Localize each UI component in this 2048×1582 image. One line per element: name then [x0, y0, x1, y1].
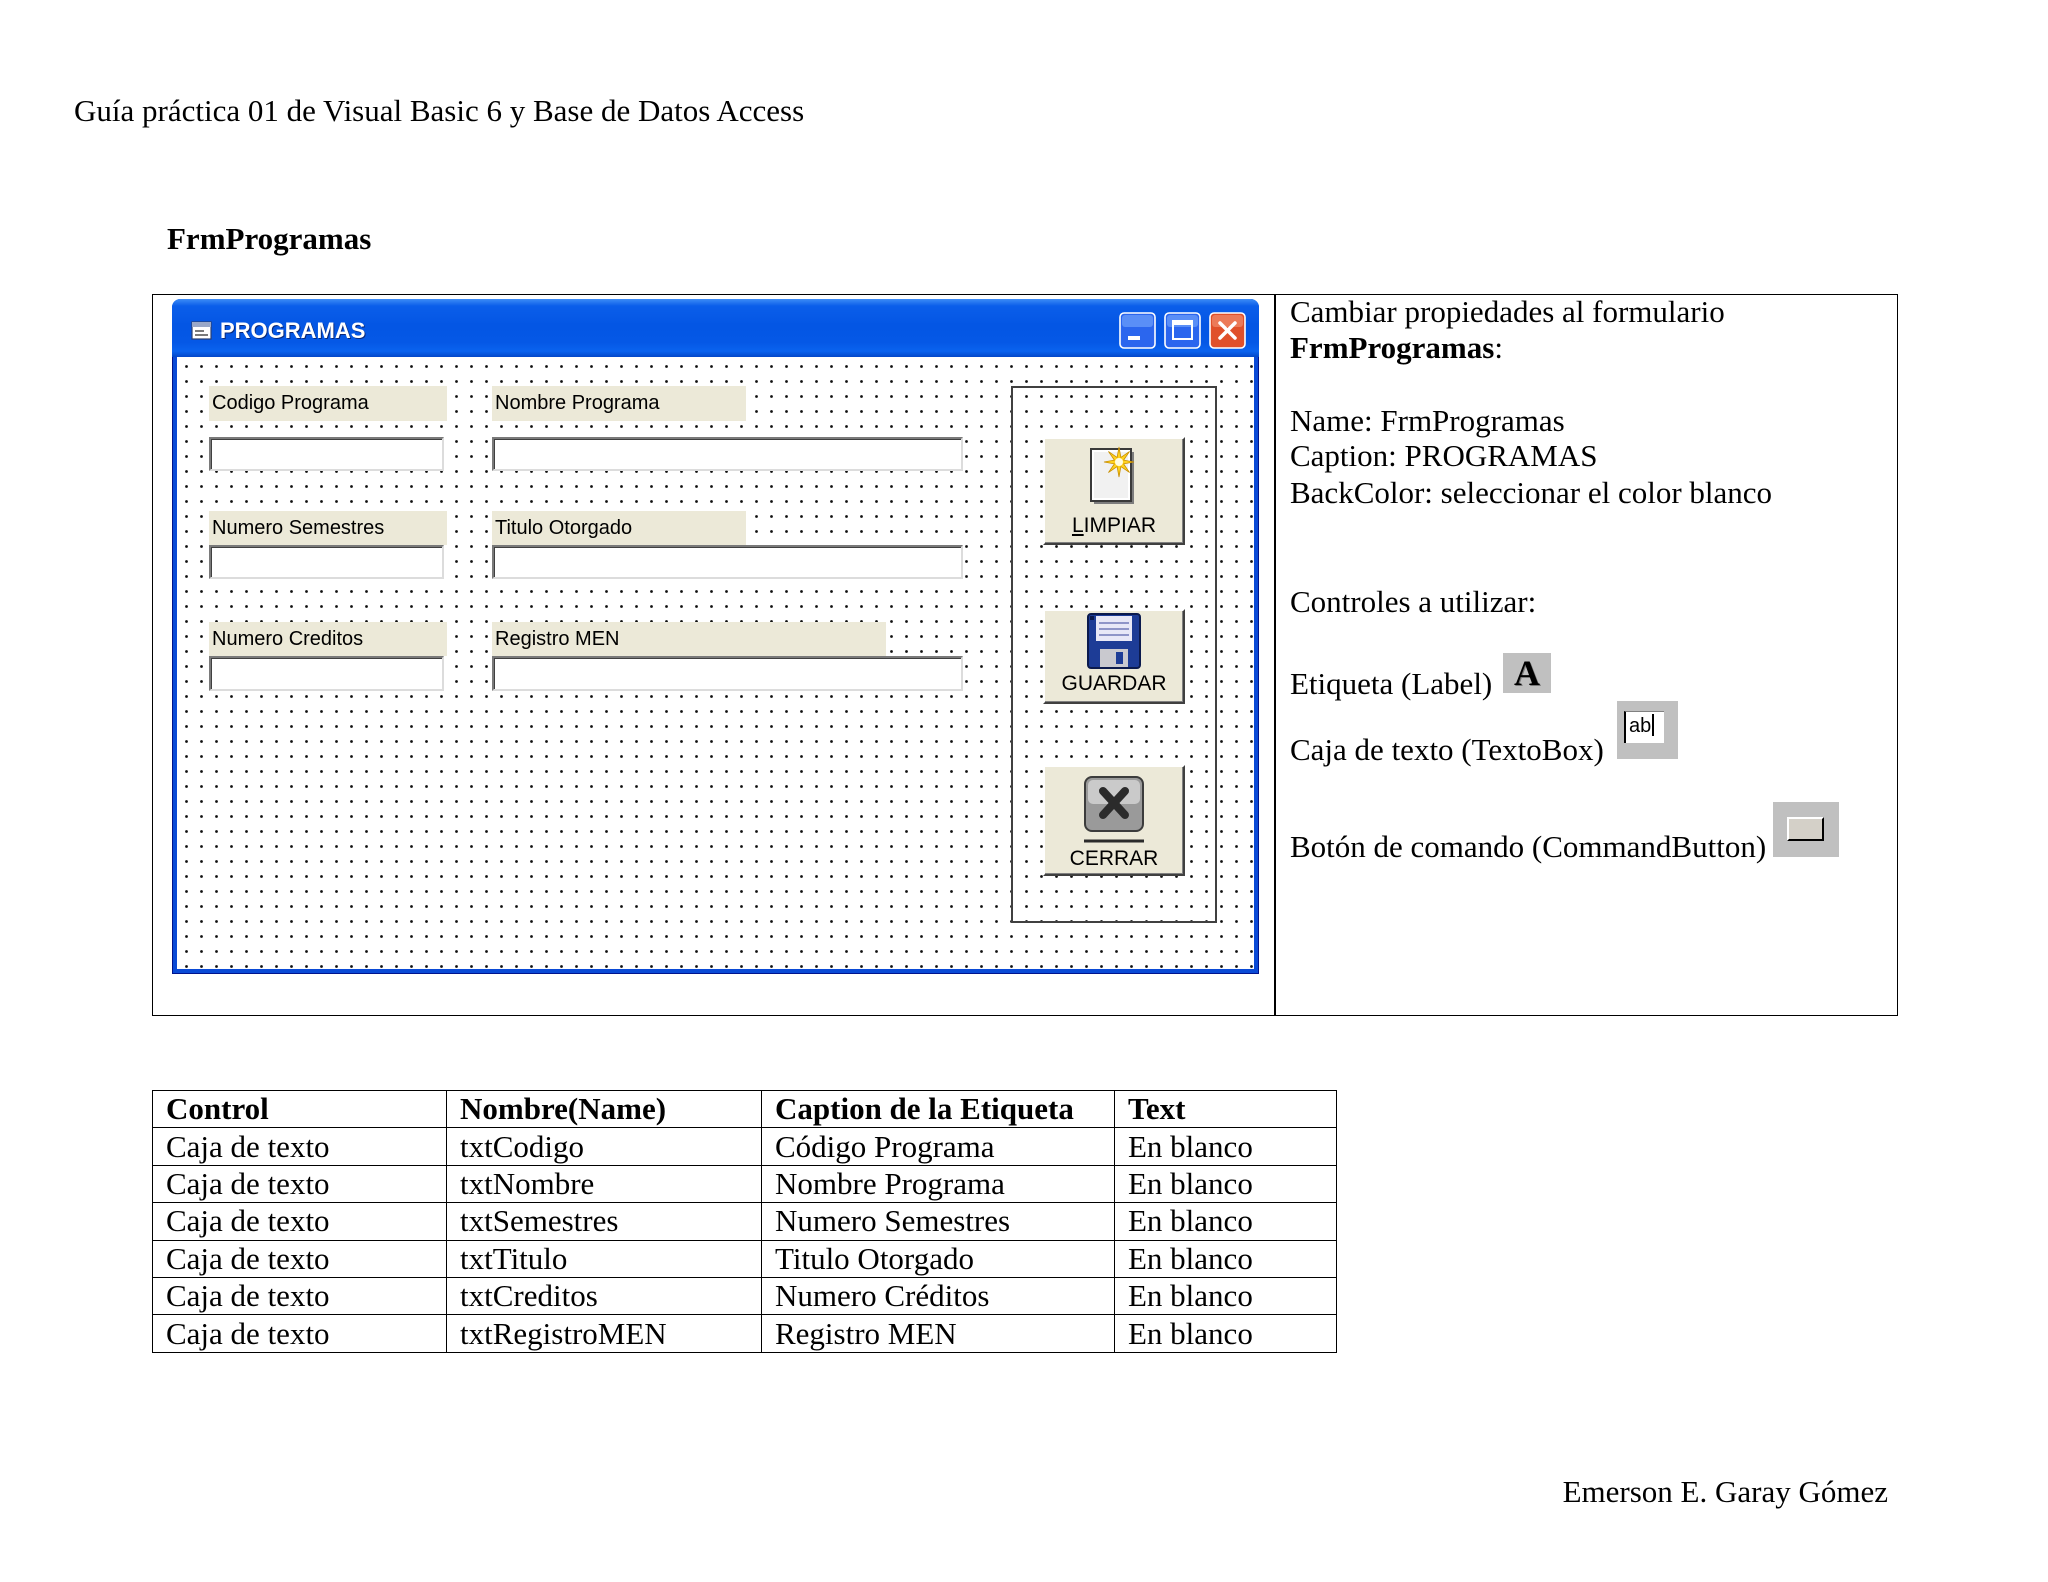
table-row [153, 1128, 1337, 1165]
table-cell-caption: Numero Créditos [762, 1277, 1115, 1314]
table-row [153, 1203, 1337, 1240]
table-cell-name: txtNombre [447, 1165, 762, 1202]
title-bar [172, 299, 1259, 357]
text-cursor-icon [1652, 714, 1654, 736]
guardar-button-label: GUARDAR [1061, 672, 1167, 695]
table-cell-name: txtTitulo [447, 1240, 762, 1277]
buttons-frame [1011, 386, 1217, 923]
table-cell-control: Caja de texto [153, 1128, 447, 1165]
window-title: PROGRAMAS [220, 318, 366, 343]
table-cell-name: txtCreditos [447, 1277, 762, 1314]
table-cell-control: Caja de texto [153, 1165, 447, 1202]
table-cell-text: En blanco [1115, 1240, 1337, 1277]
txt-creditos-input[interactable] [209, 656, 444, 691]
textbox-tool-glyph: ab [1629, 715, 1652, 737]
instructions-form-name: FrmProgramas [1290, 330, 1495, 365]
instructions-form-name-line [1290, 330, 1503, 366]
txt-codigo-input[interactable] [209, 437, 444, 471]
textbox-tool-icon [1617, 701, 1678, 759]
label-tool-glyph: A [1514, 653, 1540, 693]
label-registro-men: Registro MEN [492, 622, 886, 656]
maximize-button[interactable] [1164, 312, 1201, 349]
cerrar-button-label: CERRAR [1069, 847, 1159, 870]
txt-semestres-input[interactable] [209, 545, 444, 579]
minimize-icon [1119, 312, 1156, 349]
table-cell-control: Caja de texto [153, 1315, 447, 1352]
table-cell-control: Caja de texto [153, 1277, 447, 1314]
controls-table [152, 1090, 1337, 1353]
close-icon [1209, 312, 1246, 349]
maximize-icon [1164, 312, 1201, 349]
txt-titulo-input[interactable] [492, 545, 963, 579]
control-commandbutton-text: Botón de comando (CommandButton) [1290, 829, 1767, 864]
property-name: Name: FrmProgramas [1290, 403, 1565, 438]
property-backcolor: BackColor: seleccionar el color blanco [1290, 475, 1773, 510]
textbox-tool-inner [1624, 711, 1664, 743]
table-cell-caption: Código Programa [762, 1128, 1115, 1165]
label-codigo-programa: Codigo Programa [209, 386, 447, 421]
table-cell-caption: Titulo Otorgado [762, 1240, 1115, 1277]
instructions-intro: Cambiar propiedades al formulario [1290, 294, 1725, 329]
table-cell-name: txtCodigo [447, 1128, 762, 1165]
label-numero-semestres: Numero Semestres [209, 511, 447, 545]
document-header: Guía práctica 01 de Visual Basic 6 y Base de Datos Access [74, 93, 805, 128]
guardar-button[interactable] [1043, 609, 1185, 704]
table-cell-text: En blanco [1115, 1128, 1337, 1165]
control-textbox-text: Caja de texto (TextoBox) [1290, 732, 1604, 767]
label-numero-creditos: Numero Creditos [209, 622, 447, 656]
new-document-icon [1085, 445, 1143, 505]
table-header-name: Nombre(Name) [447, 1091, 762, 1128]
controls-heading: Controles a utilizar: [1290, 584, 1537, 619]
floppy-disk-icon [1085, 612, 1143, 670]
table-cell-text: En blanco [1115, 1203, 1337, 1240]
section-title: FrmProgramas [167, 221, 372, 256]
commandbutton-tool-icon [1773, 802, 1839, 857]
table-cell-caption: Numero Semestres [762, 1203, 1115, 1240]
limpiar-button[interactable] [1043, 437, 1185, 545]
close-button[interactable] [1209, 312, 1246, 349]
txt-registro-men-input[interactable] [492, 656, 963, 691]
column-divider [1274, 294, 1276, 1016]
table-cell-caption: Nombre Programa [762, 1165, 1115, 1202]
label-tool-icon [1503, 653, 1551, 693]
table-cell-text: En blanco [1115, 1165, 1337, 1202]
table-header-text: Text [1115, 1091, 1337, 1128]
table-header-control: Control [153, 1091, 447, 1128]
property-caption: Caption: PROGRAMAS [1290, 438, 1598, 473]
table-header-caption: Caption de la Etiqueta [762, 1091, 1115, 1128]
table-row [153, 1165, 1337, 1202]
txt-nombre-input[interactable] [492, 437, 963, 471]
table-cell-name: txtSemestres [447, 1203, 762, 1240]
form-client-area [177, 357, 1254, 969]
table-row [153, 1315, 1337, 1352]
cerrar-button[interactable] [1043, 765, 1185, 876]
control-label-text: Etiqueta (Label) [1290, 666, 1493, 701]
label-nombre-programa: Nombre Programa [492, 386, 746, 421]
instructions-form-name-suffix: : [1494, 330, 1503, 365]
footer-author: Emerson E. Garay Gómez [1562, 1474, 1888, 1509]
table-cell-caption: Registro MEN [762, 1315, 1115, 1352]
table-row [153, 1277, 1337, 1314]
table-cell-text: En blanco [1115, 1315, 1337, 1352]
commandbutton-tool-inner [1787, 817, 1824, 841]
label-titulo-otorgado: Titulo Otorgado [492, 511, 746, 545]
form-icon [191, 321, 212, 340]
table-header-row [153, 1091, 1337, 1128]
programas-form-window [172, 299, 1259, 974]
table-cell-text: En blanco [1115, 1277, 1337, 1314]
minimize-button[interactable] [1119, 312, 1156, 349]
close-x-icon [1082, 775, 1146, 845]
table-cell-control: Caja de texto [153, 1240, 447, 1277]
table-row [153, 1240, 1337, 1277]
form-design-section [152, 294, 1898, 1016]
limpiar-button-label: LIMPIAR [1071, 514, 1157, 537]
table-cell-control: Caja de texto [153, 1203, 447, 1240]
table-cell-name: txtRegistroMEN [447, 1315, 762, 1352]
